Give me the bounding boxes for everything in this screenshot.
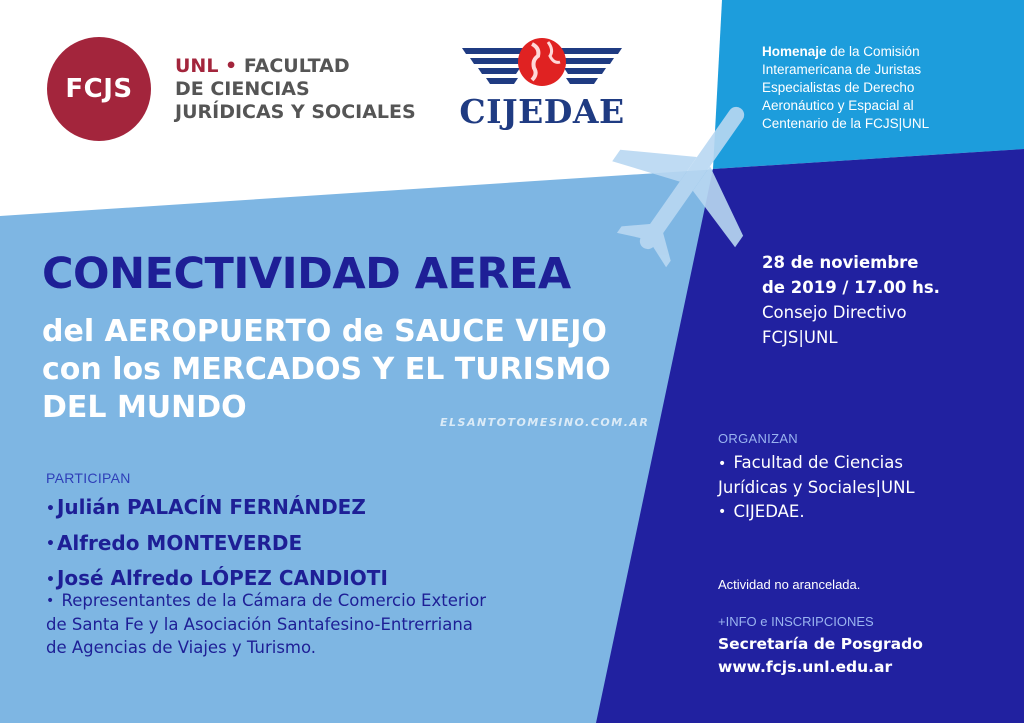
subtitle-line3: DEL MUNDO: [42, 390, 247, 425]
place-line1: Consejo Directivo: [762, 303, 907, 322]
bullet-icon: •: [718, 504, 727, 520]
date-line2: de 2019 / 17.00 hs.: [762, 278, 940, 297]
list-item: [46, 526, 388, 562]
homenaje-line5: Centenario de la FCJS|UNL: [762, 116, 930, 131]
organizer-line2: Jurídicas y Sociales|UNL: [718, 477, 915, 497]
participant-name: Alfredo MONTEVERDE: [56, 530, 303, 555]
watermark: ELSANTOTOMESINO.COM.AR: [440, 416, 650, 429]
bullet-icon: •: [46, 571, 55, 588]
bullet-icon: •: [46, 593, 55, 609]
bullet-icon: •: [46, 500, 55, 517]
globe-icon: [518, 38, 566, 86]
homenaje-rest: de la Comisión: [826, 44, 920, 59]
organizan-label: ORGANIZAN: [718, 431, 798, 446]
website-link[interactable]: www.fcjs.unl.edu.ar: [718, 658, 893, 676]
representatives-text: [46, 589, 586, 659]
secretaria-text: Secretaría de Posgrado: [718, 635, 923, 653]
participant-name: José Alfredo LÓPEZ CANDIOTI: [56, 566, 388, 590]
faculty-line3: JURÍDICAS Y SOCIALES: [175, 101, 416, 123]
list-item: [46, 490, 388, 526]
bullet-icon: •: [718, 455, 727, 472]
representatives-line3: de Agencias de Viajes y Turismo.: [46, 638, 317, 657]
subtitle-line2: con los MERCADOS Y EL TURISMO: [42, 352, 611, 387]
cijedae-logo-text: CIJEDAE: [459, 92, 625, 131]
date-line1: 28 de noviembre: [762, 253, 919, 272]
homenaje-text: [762, 43, 1002, 133]
list-item: [718, 500, 915, 525]
organizer-line1: Facultad de Ciencias: [733, 453, 903, 472]
subtitle-line1: del AEROPUERTO de SAUCE VIEJO: [42, 314, 607, 349]
place-line2: FCJS|UNL: [762, 328, 838, 347]
free-activity-note: Actividad no arancelada.: [718, 577, 861, 592]
organizers-list: [718, 451, 915, 524]
info-label: +INFO e INSCRIPCIONES: [718, 614, 874, 629]
homenaje-bold: Homenaje: [762, 44, 827, 59]
fcjs-logo: FCJS: [47, 37, 151, 141]
participant-name: Julián PALACÍN FERNÁNDEZ: [56, 495, 366, 519]
list-item: [718, 451, 915, 476]
wing-right-icon: [560, 48, 622, 84]
organizer-item2: CIJEDAE.: [733, 501, 805, 521]
representatives-line2: de Santa Fe y la Asociación Santafesino-Entrerriana: [46, 615, 473, 634]
participan-label: PARTICIPAN: [46, 470, 131, 486]
unl-prefix: UNL: [175, 55, 219, 77]
homenaje-line4: Aeronáutico y Espacial al: [762, 98, 914, 113]
event-info: [762, 250, 940, 350]
participants-list: [46, 490, 388, 597]
faculty-name: [175, 55, 416, 124]
bullet-icon: •: [46, 536, 55, 552]
faculty-line2: DE CIENCIAS: [175, 78, 310, 100]
wing-left-icon: [462, 48, 524, 84]
homenaje-line2: Interamericana de Juristas: [762, 62, 922, 77]
main-title: CONECTIVIDAD AEREA: [42, 249, 571, 299]
homenaje-line3: Especialistas de Derecho: [762, 80, 915, 95]
contact-info: [718, 633, 923, 679]
representatives-line1: Representantes de la Cámara de Comercio Exterior: [61, 591, 487, 610]
unl-dot: •: [218, 55, 244, 77]
main-subtitle: [42, 313, 611, 427]
faculty-line1: FACULTAD: [243, 55, 350, 77]
